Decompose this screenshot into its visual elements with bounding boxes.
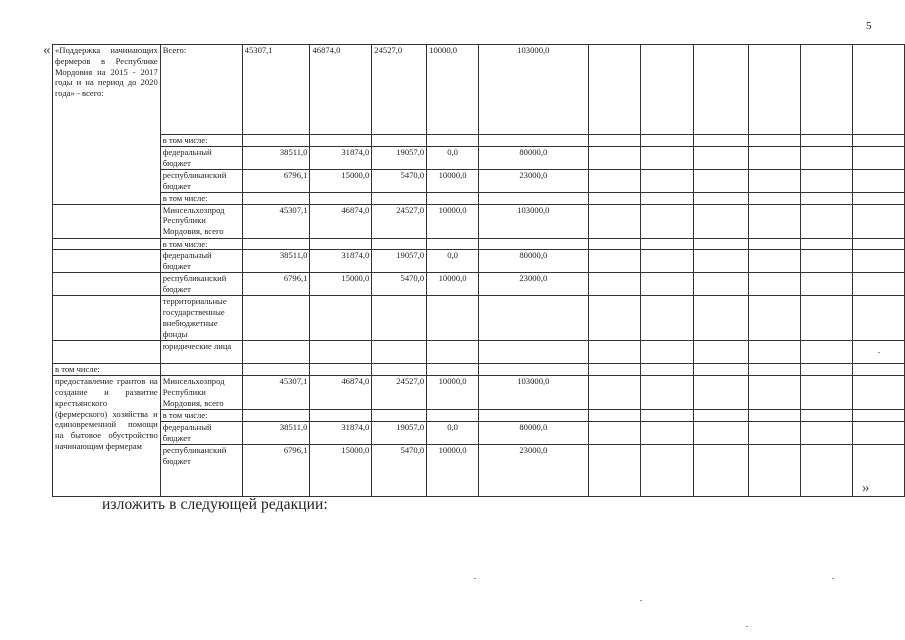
table-row <box>53 421 905 444</box>
scan-speck <box>878 352 880 353</box>
value-cell: 46874,0 <box>310 204 372 238</box>
value-cell: 23000,0 <box>479 273 589 296</box>
table-row <box>53 444 905 496</box>
value-cell: 5470,0 <box>372 169 427 192</box>
table-row <box>53 238 905 250</box>
row-label: в том числе: <box>160 238 242 250</box>
value-cell: 45307,1 <box>242 204 310 238</box>
row-label: в том числе: <box>160 135 242 147</box>
table-row <box>53 364 905 376</box>
value-cell: 23000,0 <box>479 169 589 192</box>
scan-speck <box>832 578 834 579</box>
value-cell: 10000,0 <box>427 45 479 135</box>
value-cell: 38511,0 <box>242 146 310 169</box>
value-cell: 6796,1 <box>242 169 310 192</box>
row-label: федеральный бюджет <box>160 250 242 273</box>
row-label: республиканский бюджет <box>160 169 242 192</box>
value-cell: 10000,0 <box>427 169 479 192</box>
row-label: в том числе: <box>160 192 242 204</box>
value-cell: 45307,1 <box>242 45 310 135</box>
value-cell: 24527,0 <box>372 376 427 410</box>
table-row <box>53 273 905 296</box>
opening-quote-mark: « <box>43 42 51 58</box>
table-row <box>53 45 905 135</box>
table-row <box>53 296 905 341</box>
table-row <box>53 376 905 410</box>
row-label: республиканский бюджет <box>160 444 242 496</box>
value-cell: 19057,0 <box>372 146 427 169</box>
table-row <box>53 410 905 422</box>
value-cell: 46874,0 <box>310 45 372 135</box>
value-cell: 103000,0 <box>479 376 589 410</box>
page-number: 5 <box>866 20 872 32</box>
budget-table <box>52 44 905 497</box>
value-cell: 0,0 <box>427 250 479 273</box>
value-cell: 38511,0 <box>242 250 310 273</box>
value-cell: 80000,0 <box>479 421 589 444</box>
amendment-caption: изложить в следующей редакции: <box>102 496 328 513</box>
activity-title-cell: предоставление грантов на создание и развитие крестьянского (фермерского) хозяйства и единовременной помощи на бытовое обустройство начинающим фермерам <box>53 376 161 497</box>
closing-quote-mark: » <box>862 480 870 496</box>
table-row <box>53 146 905 169</box>
value-cell: 24527,0 <box>372 45 427 135</box>
value-cell: 46874,0 <box>310 376 372 410</box>
row-label: республиканский бюджет <box>160 273 242 296</box>
value-cell: 5470,0 <box>372 273 427 296</box>
value-cell: 10000,0 <box>427 273 479 296</box>
value-cell: 10000,0 <box>427 376 479 410</box>
value-cell: 80000,0 <box>479 250 589 273</box>
scan-speck <box>746 626 748 627</box>
row-label: в том числе: <box>53 364 161 376</box>
table-row <box>53 250 905 273</box>
program-title-cell: «Поддержка начинающих фермеров в Республике Мордовия на 2015 - 2017 годы и на период до 2020 года» - всего: <box>53 45 161 205</box>
table-row <box>53 169 905 192</box>
value-cell: 103000,0 <box>479 45 589 135</box>
table-row <box>53 204 905 238</box>
value-cell: 15000,0 <box>310 444 372 496</box>
table-row <box>53 135 905 147</box>
row-label: территориальные государственные внебюджетные фонды <box>160 296 242 341</box>
value-cell: 19057,0 <box>372 250 427 273</box>
value-cell: 6796,1 <box>242 273 310 296</box>
row-label: в том числе: <box>160 410 242 422</box>
value-cell: 31874,0 <box>310 250 372 273</box>
scan-speck <box>640 600 642 601</box>
value-cell: 19057,0 <box>372 421 427 444</box>
table-row <box>53 192 905 204</box>
value-cell: 15000,0 <box>310 273 372 296</box>
row-label: Всего: <box>160 45 242 135</box>
value-cell: 5470,0 <box>372 444 427 496</box>
value-cell: 6796,1 <box>242 444 310 496</box>
row-label: Минсельхозпрод Республики Мордовия, всего <box>160 204 242 238</box>
value-cell: 15000,0 <box>310 169 372 192</box>
value-cell: 103000,0 <box>479 204 589 238</box>
table-row <box>53 341 905 364</box>
value-cell: 24527,0 <box>372 204 427 238</box>
value-cell: 38511,0 <box>242 421 310 444</box>
value-cell: 80000,0 <box>479 146 589 169</box>
row-label: юридические лица <box>160 341 242 364</box>
row-label: федеральный бюджет <box>160 146 242 169</box>
value-cell: 0,0 <box>427 146 479 169</box>
value-cell: 10000,0 <box>427 204 479 238</box>
row-label: Минсельхозпрод Республики Мордовия, всего <box>160 376 242 410</box>
value-cell: 10000,0 <box>427 444 479 496</box>
value-cell: 0,0 <box>427 421 479 444</box>
value-cell: 45307,1 <box>242 376 310 410</box>
row-label: федеральный бюджет <box>160 421 242 444</box>
value-cell: 31874,0 <box>310 421 372 444</box>
scan-speck <box>474 578 476 579</box>
value-cell: 31874,0 <box>310 146 372 169</box>
value-cell: 23000,0 <box>479 444 589 496</box>
